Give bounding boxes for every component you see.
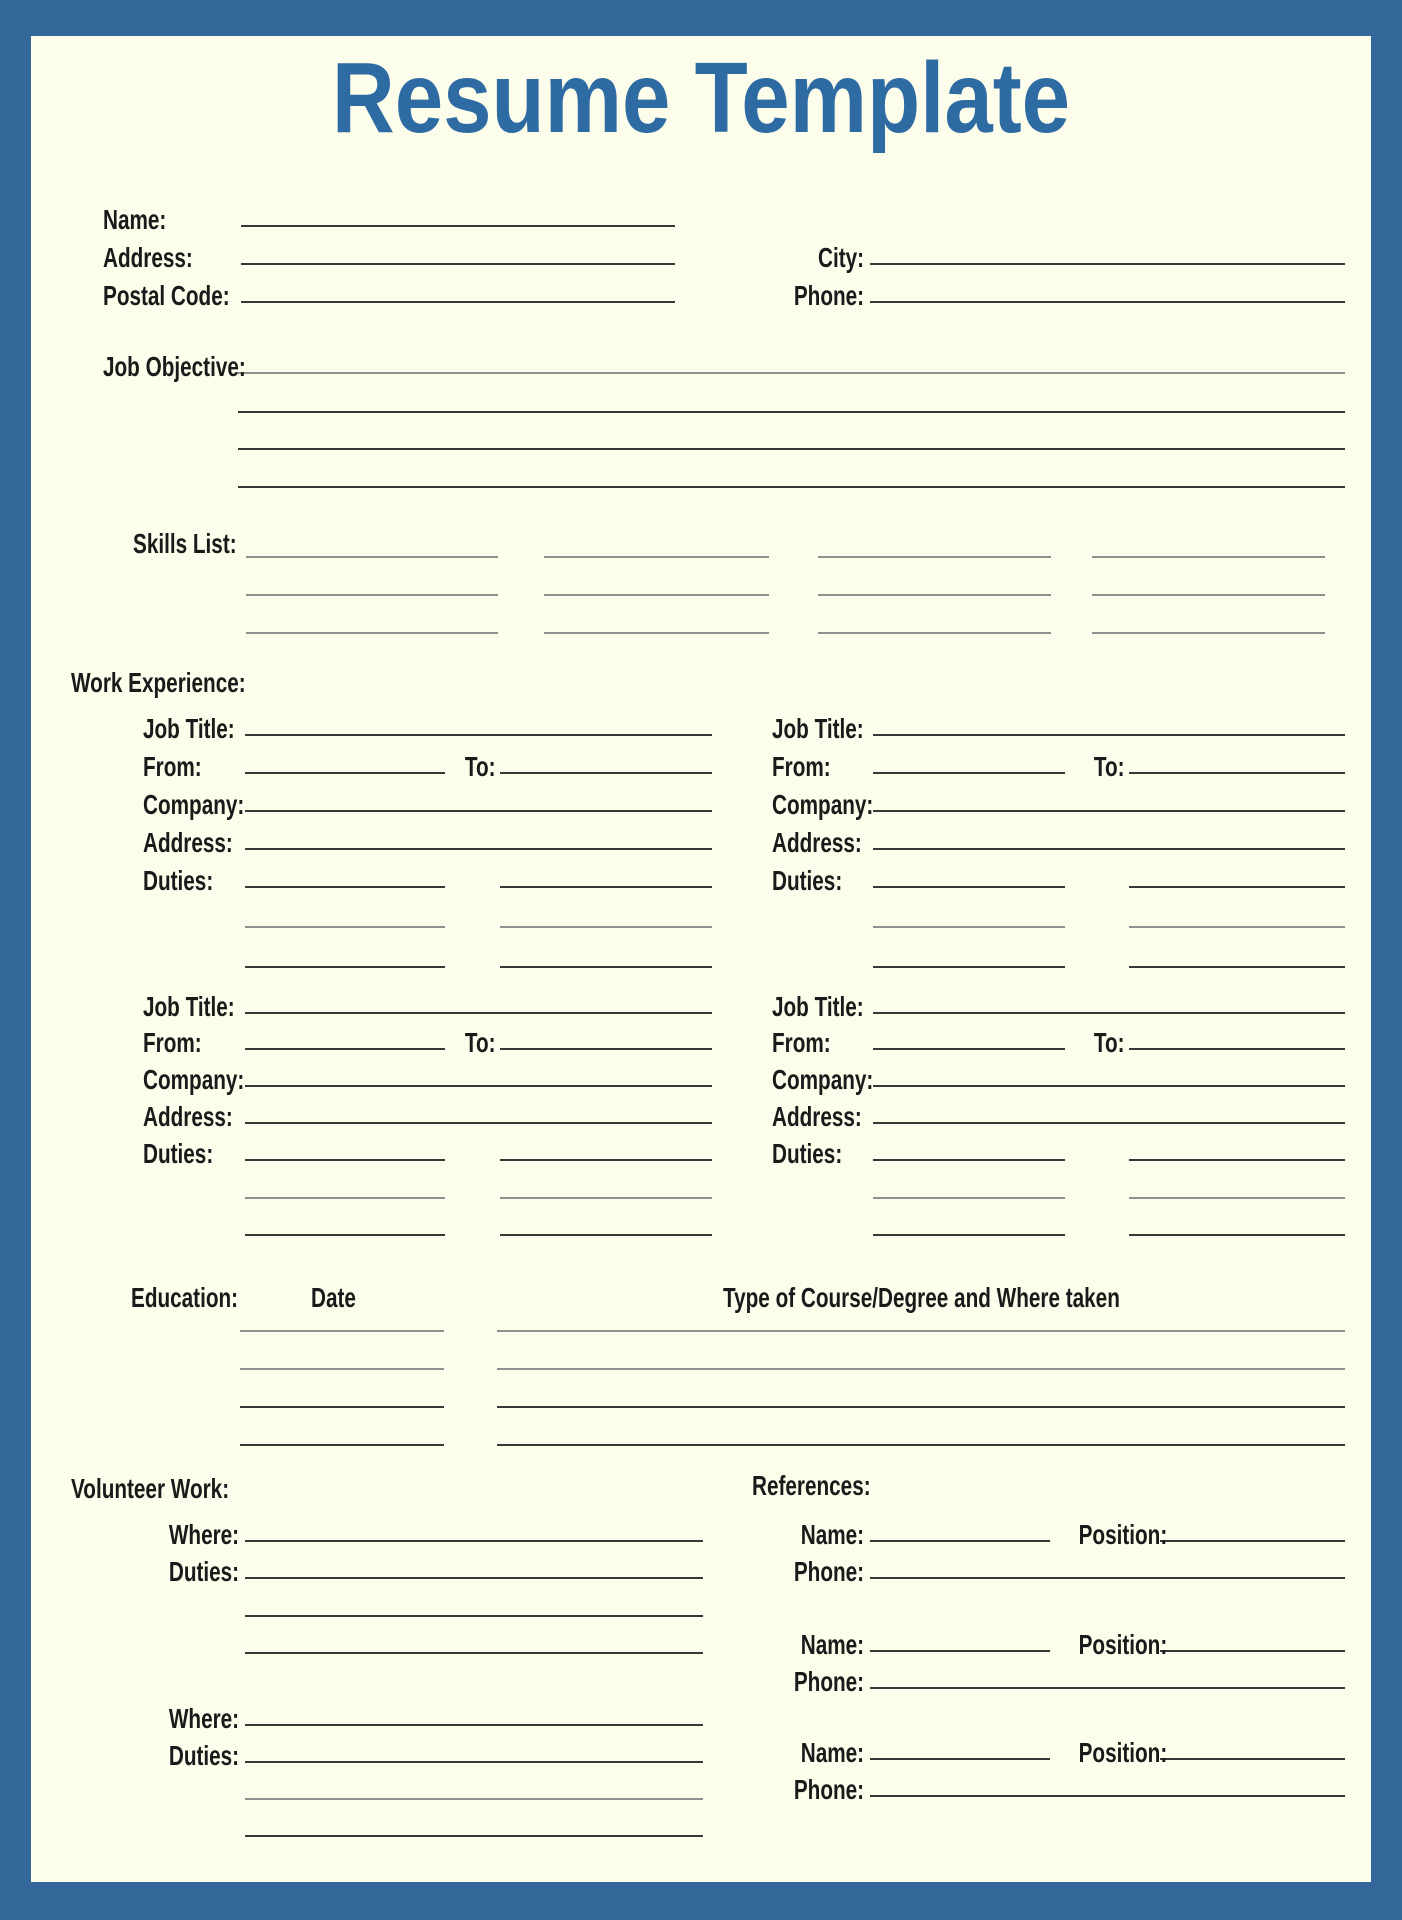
address-line[interactable]	[241, 263, 675, 265]
job-address-line[interactable]	[873, 1122, 1345, 1124]
where-line[interactable]	[245, 1540, 703, 1542]
from-label: From:	[772, 1027, 831, 1058]
job-objective-label: Job Objective:	[103, 351, 246, 382]
name-row	[103, 197, 675, 235]
duties-line[interactable]	[1129, 926, 1345, 928]
duties-label: Duties:	[143, 865, 214, 896]
name-label: Name:	[103, 204, 167, 235]
education-date-line[interactable]	[240, 1406, 444, 1408]
phone-row	[740, 273, 1345, 311]
job-title-label: Job Title:	[143, 713, 235, 744]
to-label: To:	[464, 751, 496, 782]
job-title-line[interactable]	[245, 734, 712, 736]
duties-line[interactable]	[873, 886, 1065, 888]
volunteer-duties-line[interactable]	[245, 1652, 703, 1654]
duties-line[interactable]	[245, 966, 445, 968]
volunteer-duties-line[interactable]	[245, 1798, 703, 1800]
to-label: To:	[464, 1027, 496, 1058]
education-course-line[interactable]	[497, 1368, 1345, 1370]
job-title-row	[143, 706, 712, 744]
job-title-label: Job Title:	[772, 991, 864, 1022]
reference-phone-row	[755, 1767, 1345, 1805]
skills-line[interactable]	[818, 556, 1051, 558]
from-label: From:	[143, 1027, 202, 1058]
where-row	[120, 1512, 703, 1550]
reference-phone-line[interactable]	[870, 1687, 1345, 1689]
job-title-label: Job Title:	[143, 991, 235, 1022]
work-experience-heading: Work Experience:	[71, 667, 246, 698]
company-row	[143, 782, 712, 820]
from-line[interactable]	[873, 1048, 1065, 1050]
job-address-row	[772, 820, 1345, 858]
education-course-line[interactable]	[497, 1406, 1345, 1408]
reference-position-line[interactable]	[1160, 1540, 1345, 1542]
skills-line[interactable]	[1092, 556, 1325, 558]
job-address-row	[143, 1094, 712, 1132]
volunteer-duties-line[interactable]	[245, 1577, 703, 1579]
volunteer-duties-line[interactable]	[245, 1761, 703, 1763]
address-label: Address:	[143, 827, 233, 858]
skills-line[interactable]	[1092, 632, 1325, 634]
where-label: Where:	[168, 1519, 240, 1550]
position-label: Position:	[1078, 1519, 1168, 1550]
job-title-row	[772, 984, 1345, 1022]
to-line[interactable]	[500, 772, 712, 774]
from-line[interactable]	[245, 772, 445, 774]
duties-line[interactable]	[500, 1234, 712, 1236]
job-address-row	[772, 1094, 1345, 1132]
reference-phone-row	[755, 1549, 1345, 1587]
skills-line[interactable]	[246, 632, 498, 634]
course-column-header: Type of Course/Degree and Where taken	[723, 1282, 1120, 1313]
duties-line[interactable]	[873, 966, 1065, 968]
page-title: Resume Template	[331, 42, 1071, 154]
from-to-row	[772, 1020, 1345, 1058]
reference-name-line[interactable]	[870, 1758, 1050, 1760]
skills-line[interactable]	[544, 632, 769, 634]
duties-line[interactable]	[245, 886, 445, 888]
city-row	[740, 235, 1345, 273]
skills-line[interactable]	[246, 556, 498, 558]
address-label: Address:	[772, 827, 862, 858]
duties-label: Duties:	[168, 1556, 240, 1587]
reference-name-row	[755, 1622, 1345, 1660]
education-course-line[interactable]	[497, 1444, 1345, 1446]
company-label: Company:	[772, 1064, 874, 1095]
paper-sheet	[31, 36, 1371, 1882]
position-label: Position:	[1078, 1737, 1168, 1768]
duties-line[interactable]	[1129, 1234, 1345, 1236]
duties-line[interactable]	[873, 1159, 1065, 1161]
postal-code-row	[103, 273, 675, 311]
reference-name-row	[755, 1512, 1345, 1550]
from-to-row	[772, 744, 1345, 782]
volunteer-work-heading: Volunteer Work:	[71, 1473, 230, 1504]
volunteer-duties-row	[120, 1549, 703, 1587]
skills-line[interactable]	[1092, 594, 1325, 596]
phone-label: Phone:	[793, 1774, 865, 1805]
education-heading: Education:	[131, 1282, 239, 1313]
name-label: Name:	[800, 1737, 865, 1768]
job-address-line[interactable]	[245, 1122, 712, 1124]
address-label: Address:	[772, 1101, 862, 1132]
duties-label: Duties:	[168, 1740, 240, 1771]
duties-line[interactable]	[1129, 886, 1345, 888]
volunteer-duties-line[interactable]	[245, 1835, 703, 1837]
job-objective-row	[103, 344, 1345, 382]
city-line[interactable]	[870, 263, 1345, 265]
duties-label: Duties:	[772, 1138, 843, 1169]
company-row	[772, 782, 1345, 820]
duties-line[interactable]	[500, 1159, 712, 1161]
to-label: To:	[1093, 751, 1125, 782]
job-title-line[interactable]	[873, 734, 1345, 736]
phone-label: Phone:	[793, 1666, 865, 1697]
duties-line[interactable]	[873, 1197, 1065, 1199]
name-label: Name:	[800, 1519, 865, 1550]
from-to-row	[143, 1020, 712, 1058]
postal-code-label: Postal Code:	[103, 280, 230, 311]
education-course-line[interactable]	[497, 1330, 1345, 1332]
company-label: Company:	[143, 1064, 245, 1095]
duties-row	[772, 858, 1345, 896]
reference-name-line[interactable]	[870, 1540, 1050, 1542]
education-date-line[interactable]	[240, 1444, 444, 1446]
reference-position-line[interactable]	[1160, 1650, 1345, 1652]
reference-phone-row	[755, 1659, 1345, 1697]
from-line[interactable]	[873, 772, 1065, 774]
name-line[interactable]	[241, 225, 675, 227]
job-title-row	[143, 984, 712, 1022]
duties-label: Duties:	[772, 865, 843, 896]
company-label: Company:	[772, 789, 874, 820]
education-date-line[interactable]	[240, 1330, 444, 1332]
where-label: Where:	[168, 1703, 240, 1734]
skills-line[interactable]	[246, 594, 498, 596]
position-label: Position:	[1078, 1629, 1168, 1660]
phone-line[interactable]	[870, 301, 1345, 303]
company-line[interactable]	[245, 810, 712, 812]
reference-name-line[interactable]	[870, 1650, 1050, 1652]
skills-line[interactable]	[818, 594, 1051, 596]
reference-position-line[interactable]	[1160, 1758, 1345, 1760]
duties-line[interactable]	[245, 926, 445, 928]
duties-line[interactable]	[500, 966, 712, 968]
where-row	[120, 1696, 703, 1734]
duties-line[interactable]	[245, 1159, 445, 1161]
volunteer-duties-row	[120, 1733, 703, 1771]
phone-label: Phone:	[793, 1556, 865, 1587]
job-title-line[interactable]	[873, 1012, 1345, 1014]
job-title-label: Job Title:	[772, 713, 864, 744]
name-label: Name:	[800, 1629, 865, 1660]
date-column-header: Date	[311, 1282, 356, 1313]
to-line[interactable]	[1129, 772, 1345, 774]
from-label: From:	[772, 751, 831, 782]
company-row	[772, 1057, 1345, 1095]
education-date-line[interactable]	[240, 1368, 444, 1370]
job-objective-line-3[interactable]	[238, 448, 1345, 450]
city-label: City:	[818, 242, 865, 273]
from-label: From:	[143, 751, 202, 782]
duties-line[interactable]	[873, 1234, 1065, 1236]
job-objective-line-4[interactable]	[238, 486, 1345, 488]
duties-line[interactable]	[500, 926, 712, 928]
job-objective-line-1[interactable]	[238, 372, 1345, 374]
address-label: Address:	[103, 242, 193, 273]
duties-line[interactable]	[1129, 1159, 1345, 1161]
address-label: Address:	[143, 1101, 233, 1132]
from-line[interactable]	[245, 1048, 445, 1050]
postal-code-line[interactable]	[241, 301, 675, 303]
skills-line[interactable]	[818, 632, 1051, 634]
job-title-line[interactable]	[245, 1012, 712, 1014]
skills-line[interactable]	[544, 594, 769, 596]
to-line[interactable]	[1129, 1048, 1345, 1050]
company-label: Company:	[143, 789, 245, 820]
company-line[interactable]	[873, 810, 1345, 812]
company-line[interactable]	[873, 1085, 1345, 1087]
phone-label: Phone:	[793, 280, 865, 311]
to-line[interactable]	[500, 1048, 712, 1050]
skills-line[interactable]	[544, 556, 769, 558]
duties-label: Duties:	[143, 1138, 214, 1169]
job-objective-line-2[interactable]	[238, 411, 1345, 413]
references-heading: References:	[752, 1470, 871, 1501]
job-title-row	[772, 706, 1345, 744]
duties-row	[772, 1131, 1345, 1169]
to-label: To:	[1093, 1027, 1125, 1058]
duties-line[interactable]	[245, 1234, 445, 1236]
from-to-row	[143, 744, 712, 782]
duties-line[interactable]	[873, 926, 1065, 928]
company-line[interactable]	[245, 1085, 712, 1087]
reference-phone-line[interactable]	[870, 1577, 1345, 1579]
duties-line[interactable]	[1129, 1197, 1345, 1199]
duties-line[interactable]	[500, 1197, 712, 1199]
duties-line[interactable]	[500, 886, 712, 888]
reference-name-row	[755, 1730, 1345, 1768]
job-address-row	[143, 820, 712, 858]
reference-phone-line[interactable]	[870, 1795, 1345, 1797]
skills-list-label: Skills List:	[133, 528, 237, 559]
job-address-line[interactable]	[873, 848, 1345, 850]
job-address-line[interactable]	[245, 848, 712, 850]
volunteer-duties-line[interactable]	[245, 1615, 703, 1617]
company-row	[143, 1057, 712, 1095]
duties-line[interactable]	[245, 1197, 445, 1199]
where-line[interactable]	[245, 1724, 703, 1726]
duties-line[interactable]	[1129, 966, 1345, 968]
duties-row	[143, 1131, 712, 1169]
duties-row	[143, 858, 712, 896]
address-row	[103, 235, 675, 273]
